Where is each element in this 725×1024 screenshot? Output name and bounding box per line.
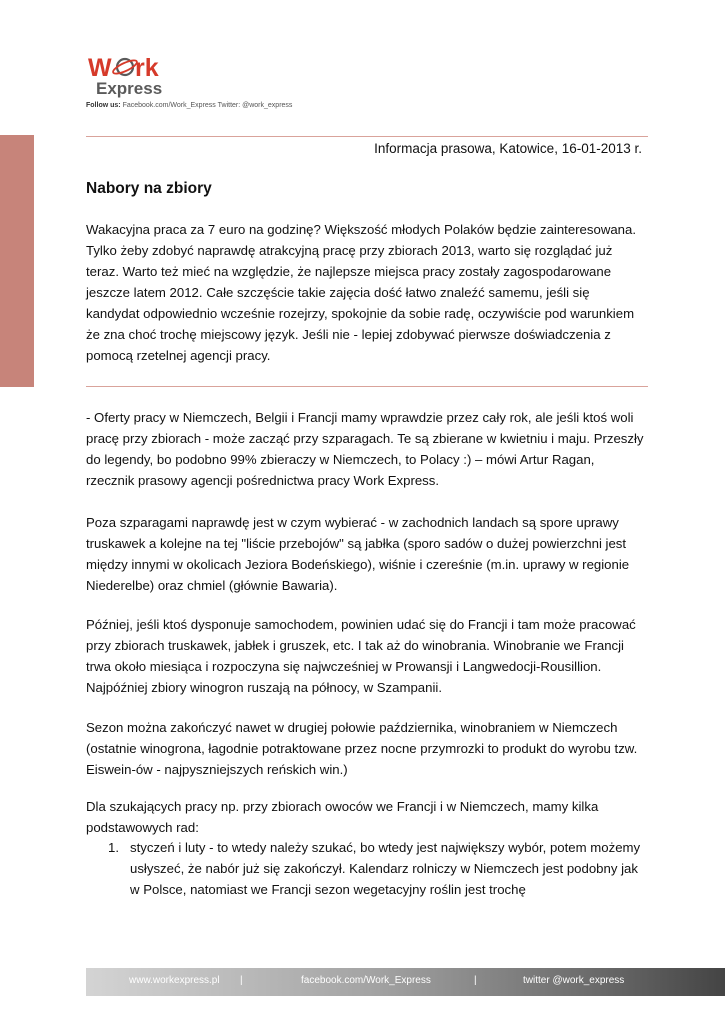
body-paragraph-4: Sezon można zakończyć nawet w drugiej połowie października, winobraniem w Niemczech (ostatnie winogrona, łagodnie potraktowane przez nocne przymrozki to produkt do wyrobu tzw. Eiswein-ów - najpyszniejszych reńskich win.) bbox=[86, 720, 638, 777]
logo-letters-rk: rk bbox=[135, 54, 159, 82]
lead-paragraph: Wakacyjna praca za 7 euro na godzinę? Większość młodych Polaków będzie zainteresowana. Tylko żeby zdobyć naprawdę atrakcyjną pracę przy zbiorach 2013, warto się rozglądać już teraz. Warto też mieć na względzie, że najlepsze miejsca pracy zostały zagospodarowane jeszcze latem 2012. Całe szczęście takie zajęcia dość łatwo znaleźć samemu, jeśli się kandydat odpowiednio wcześnie rozejrzy, spokojnie da sobie radę, oczywiście pod warunkiem że zna choć trochę miejscowy język. Jeśli nie - lepiej zdobywać pierwsze doświadczenia z pomocą rzetelnej agencji pracy. bbox=[86, 222, 637, 363]
follow-us-label: Follow us: bbox=[86, 102, 121, 109]
lead-divider bbox=[86, 386, 648, 387]
body-paragraph-3: Później, jeśli ktoś dysponuje samochodem, powinien udać się do Francji i tam może pracować przy zbiorach truskawek, jabłek i gruszek, etc. I tak aż do winobrania. Winobranie we Francji trwa około miesiąca i rozpoczyna się najwcześniej w Prowansji i Langwedocji-Rousillion. Najpóźniej zbiory winogron ruszają na północy, w Szampanii. bbox=[86, 617, 636, 695]
follow-us-line bbox=[86, 102, 292, 109]
footer-website-link[interactable]: www.workexpress.pl bbox=[129, 975, 220, 986]
work-express-logo[interactable] bbox=[86, 52, 186, 98]
article-title: Nabory na zbiory bbox=[86, 180, 212, 197]
footer-twitter-link[interactable]: twitter @work_express bbox=[523, 975, 625, 986]
body-paragraph-5: Dla szukających pracy np. przy zbiorach owoców we Francji i w Niemczech, mamy kilka podstawowych rad: bbox=[86, 799, 599, 835]
advice-list bbox=[86, 837, 646, 900]
footer-separator: | bbox=[240, 975, 243, 986]
footer-separator: | bbox=[474, 975, 477, 986]
list-item-number: 1. bbox=[108, 840, 119, 855]
list-item bbox=[86, 837, 646, 900]
logo-graphic bbox=[86, 52, 186, 98]
side-accent-bar bbox=[0, 135, 34, 387]
footer-bar bbox=[86, 968, 725, 996]
press-release-dateline: Informacja prasowa, Katowice, 16-01-2013 r. bbox=[374, 141, 642, 156]
body-paragraph-2: Poza szparagami naprawdę jest w czym wybierać - w zachodnich landach są spore uprawy truskawek a kolejne na tej "liście przebojów" są jabłka (sporo sadów o dużej powierzchni jest między innymi w okolicach Jeziora Bodeńskiego), wiśnie i czereśnie (m.in. uprawy w regionie Niederelbe) oraz chmiel (głównie Bawaria). bbox=[86, 515, 630, 593]
body-paragraph-1: - Oferty pracy w Niemczech, Belgii i Francji mamy wprawdzie przez cały rok, ale jeśli ktoś woli pracę przy zbiorach - może zacząć przy szparagach. Te są zbierane w kwietniu i maju. Przeszły do legendy, bo podobno 99% zbieraczy w Niemczech, to Polacy :) – mówi Artur Ragan, rzecznik prasowy agencji pośrednictwa pracy Work Express. bbox=[86, 410, 644, 488]
follow-us-links[interactable]: Facebook.com/Work_Express Twitter: @work_express bbox=[122, 102, 293, 109]
list-item-text: styczeń i luty - to wtedy należy szukać, bo wtedy jest największy wybór, potem możemy usłyszeć, że nabór już się zakończył. Kalendarz rolniczy w Niemczech jest podobny jak w Polsce, natomiast we Francji sezon wegetacyjny roślin jest trochę bbox=[130, 840, 641, 897]
footer-facebook-link[interactable]: facebook.com/Work_Express bbox=[301, 975, 431, 986]
logo-word-express: Express bbox=[96, 79, 163, 98]
header-divider bbox=[86, 136, 648, 137]
logo-letter-w: W bbox=[88, 54, 112, 82]
